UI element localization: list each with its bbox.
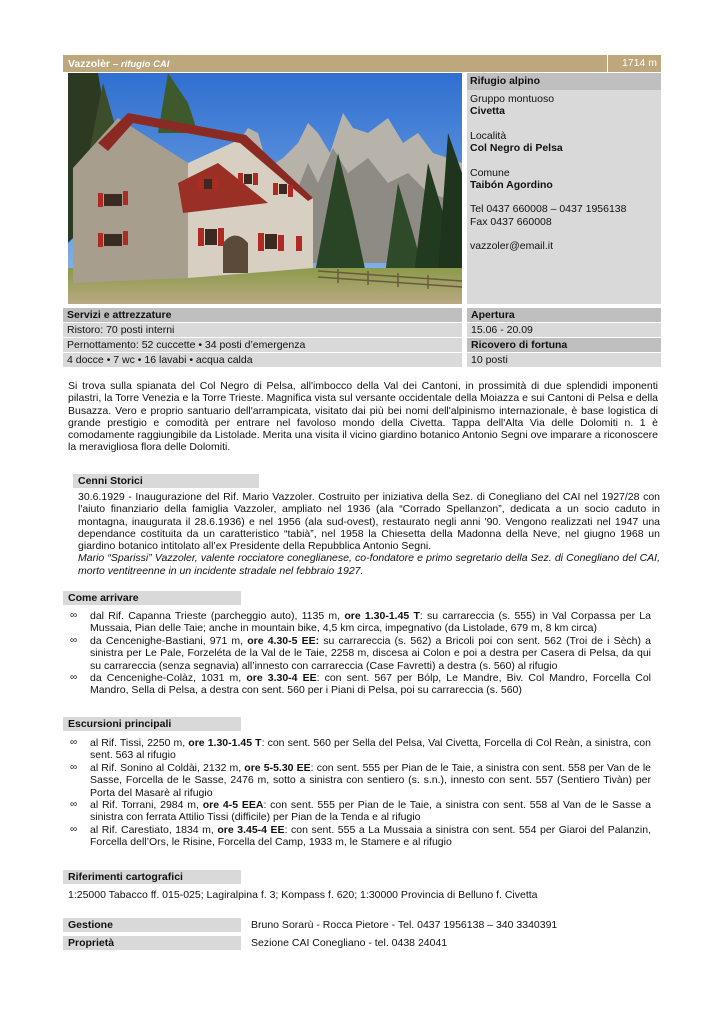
comune-value: Taibón Agordino: [470, 179, 553, 192]
hut-illustration: [68, 73, 462, 304]
history-title: Cenni Storici: [73, 474, 259, 488]
infinity-bullet-icon: ∞: [70, 634, 78, 646]
services-table: [63, 308, 462, 367]
history-italic: Mario “Sparissi” Vazzoler, valente rocciatore coneglianese, co-fondatore e primo segretario della Sez. di Conegliano del CAI, morto ventitreenne in un incidente stradale nel febbraio 1927.: [78, 552, 660, 577]
hut-photo: [68, 73, 462, 304]
locality-value: Col Negro di Pelsa: [470, 142, 563, 155]
hut-name: Vazzolèr – rifugio CAI: [68, 58, 170, 70]
infinity-bullet-icon: ∞: [70, 799, 78, 811]
infinity-bullet-icon: ∞: [70, 823, 78, 835]
altitude: 1714 m: [607, 55, 661, 72]
services-row-2: Pernottamento: 52 cuccette • 34 posti d’emergenza: [63, 338, 462, 352]
group-label: Gruppo montuoso: [470, 93, 555, 105]
excursions-title: Escursioni principali: [63, 717, 241, 731]
infinity-bullet-icon: ∞: [70, 610, 78, 621]
phone: Tel 0437 660008 – 0437 1956138: [470, 203, 627, 216]
arrive-item: ∞ da Cencenighe-Colàz, 1031 m, ore 3.30-4 EE: con sent. 567 per Bólp, Le Mandre, Biv. Col Mandro, Forcella Col Mandro, Sella di Pelsa, a destra con sent. 560 per i Piani di Pelsa, poi su carrareccia (s. 560): [70, 672, 652, 697]
fax: Fax 0437 660008: [470, 215, 552, 228]
comune-label: Comune: [470, 166, 510, 179]
services-title: Servizi e attrezzature: [63, 308, 462, 322]
infinity-bullet-icon: ∞: [70, 737, 78, 748]
shelter-title: Ricovero di fortuna: [467, 338, 661, 352]
maps-title: Riferimenti cartografici: [63, 870, 241, 884]
excursion-item: ∞ al Rif. Torrani, 2984 m, ore 4-5 EEA: con sent. 555 per Pian de le Taie, a sinistra con sent. 558 al Van de le Sasse a sinistra con ferrata Attilio Tissi (difficile) per Pian de la Tenda e al rifugio: [70, 799, 651, 824]
infinity-bullet-icon: ∞: [70, 672, 78, 684]
history-block: [78, 491, 660, 577]
history-text: 30.6.1929 - Inaugurazione del Rif. Mario Vazzoler. Costruito per iniziativa della Sez. di Conegliano del CAI nel 1927/28 con l'aiuto finanziario della famiglia Vazzoler, ampliato nel 1936 (ala “Corrado Spellanzon”, dedicata a un socio caduto in montagna, inaugurata il 28.6.1936) e nel 1956 (ala sud-ovest), restaurato negli anni '90. Vengono realizzati nel 1947 una dependance costituita da un caratteristico “tabià”, nel 1958 la Chiesetta della Madonna della Neve, nel giugno 1968 un giardino botanico intitolato all’ex Presidente della Repubblica Antonio Segni.: [78, 491, 660, 553]
infinity-bullet-icon: ∞: [70, 761, 78, 773]
services-row-1: Ristoro: 70 posti interni: [63, 323, 462, 337]
excursion-item: ∞ al Rif. Tissi, 2250 m, ore 1.30-1.45 T: con sent. 560 per Sella del Pelsa, Val Civetta, Forcella di Col Reàn, a sinistra, con sent. 563 al rifugio: [70, 737, 651, 762]
arrive-item: ∞ dal Rif. Capanna Trieste (parcheggio auto), 1135 m, ore 1.30-1.45 T: su carrareccia (s. 555) in Val Corpassa per La Mussaia, Pian delle Taie; anche in mountain bike, 4,5 km circa, impegnativo (da Listolade, 679 m, 8 km circa): [70, 610, 651, 635]
description: Si trova sulla spianata del Col Negro di Pelsa, all'imbocco della Val dei Cantoni, in prossimità di due splendidi imponenti pilastri, la Torre Venezia e la Torre Trieste. Magnifica vista sul versante occidentale della Moiazza e sui Cantoni di Pelsa e della Busazza. Vero e proprio santuario dell'arrampicata, visitato dai più bei nomi dell'alpinismo internazionale, è base logistica di grande prestigio e comodità per entrare nel favoloso mondo della Civetta. Tappa dell'Alta Via delle Dolomiti n. 1 è comodamente raggiungibile da Listolade. Merita una visita il vicino giardino botanico Antonio Segni ove imparare a riconoscere la meravigliosa flora delle Dolomiti.: [68, 380, 658, 454]
management-label: Gestione: [63, 918, 241, 932]
services-row-3: 4 docce • 7 wc • 16 lavabi • acqua calda: [63, 353, 462, 367]
opening-table: [467, 308, 661, 367]
info-title: Rifugio alpino: [467, 73, 661, 90]
arrive-list: [68, 610, 651, 697]
group-value: Civetta: [470, 105, 506, 118]
excursions-list: [68, 737, 651, 849]
arrive-item: ∞ da Cencenighe-Bastiani, 971 m, ore 4.30-5 EE: su carrareccia (s. 562) a Bricoli poi con sent. 562 (Troi de i Sèch) a sinistra per Le Pale, Forzeléta de la Val de le Taie, 2258 m, discesa ai Colon e poi a destra per Casera di Pelsa, da qui su carrareccia (senza segnavia) all’innesto con carrareccia (Case Favretti) a destra (s. 560) al rifugio: [70, 634, 651, 672]
ownership-label: Proprietà: [63, 936, 241, 950]
locality-label: Località: [470, 129, 507, 142]
excursion-item: ∞ al Rif. Carestiato, 1834 m, ore 3.45-4 EE: con sent. 555 a La Mussaia a sinistra con sent. 554 per Giaroi del Palanzin, Forcella dell’Ors, le Risine, Forcella del Camp, 1933 m, le Stamere e al rifugio: [70, 823, 651, 849]
opening-title: Apertura: [467, 308, 661, 322]
management-value: Bruno Sorarù - Rocca Pietore - Tel. 0437 1956138 – 340 3340391: [251, 919, 558, 931]
ownership-value: Sezione CAI Conegliano - tel. 0438 24041: [251, 937, 448, 949]
shelter-value: 10 posti: [467, 353, 661, 367]
excursion-item: ∞ al Rif. Sonino al Coldài, 2132 m, ore 5-5.30 EE: con sent. 555 per Pian de le Taie, a sinistra con sent. 558 per Van de le Sasse, Forcella de le Sasse, 2476 m, sotto a sinistra con sentiero (s. s.n.), innesto con sent. 557 (Sentiero Tivàn) per Porta del Masarè al rifugio: [70, 761, 652, 799]
email-link[interactable]: vazzoler@email.it: [470, 240, 554, 253]
arrive-title: Come arrivare: [63, 591, 241, 605]
header-bar: [63, 55, 661, 72]
maps-text: 1:25000 Tabacco ff. 015-025; Lagiralpina f. 3; Kompass f. 620; 1:30000 Provincia di Belluno f. Civetta: [68, 889, 538, 901]
info-panel: [467, 73, 661, 304]
opening-dates: 15.06 - 20.09: [467, 323, 661, 337]
